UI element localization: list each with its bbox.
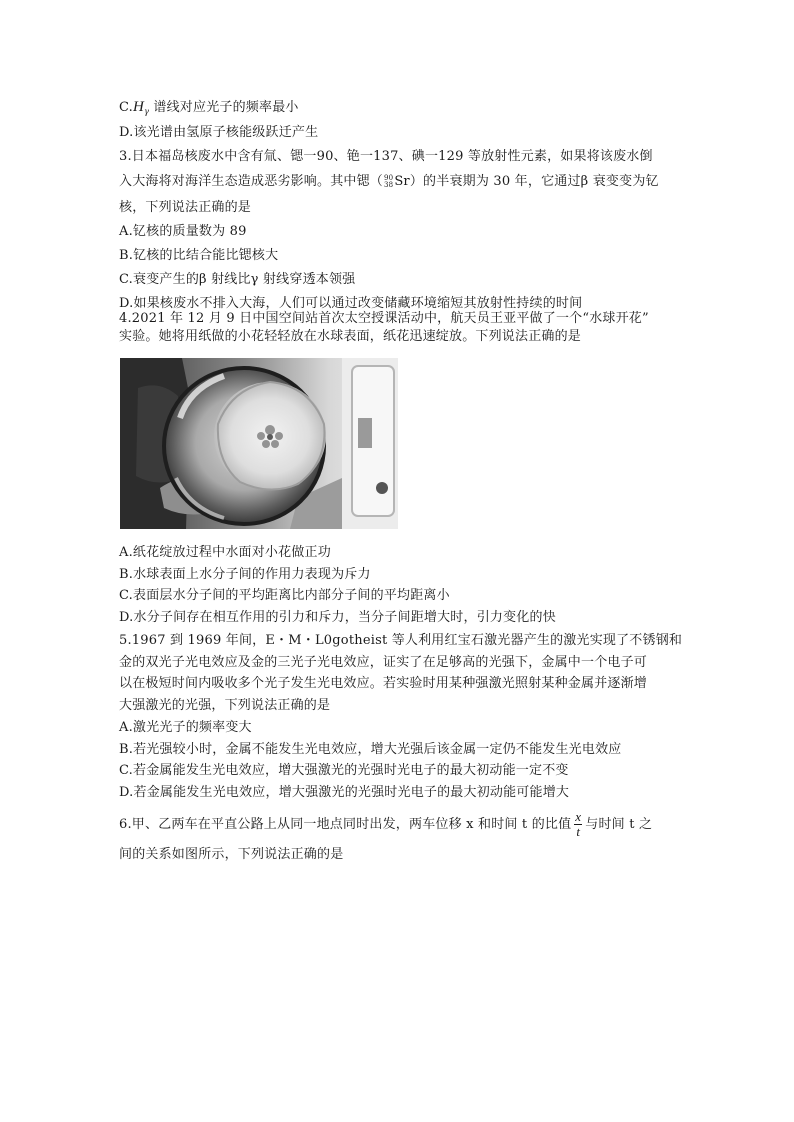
question-3-stem-line-2 xyxy=(119,173,699,191)
q5-option-c: C.若金属能发生光电效应，增大强激光的光强时光电子的最大初动能一定不变 xyxy=(119,763,569,778)
stem-text: ）的半衰期为 30 年，它通过β 衰变变为钇 xyxy=(409,174,659,189)
question-4-stem-line-2: 实验。她将用纸做的小花轻轻放在水球表面，纸花迅速绽放。下列说法正确的是 xyxy=(119,329,582,344)
option-text: 谱线对应光子的频率最小 xyxy=(153,100,299,115)
mass-number: 90 xyxy=(384,173,394,182)
q5-option-d: D.若金属能发生光电效应，增大强激光的光强时光电子的最大初动能可能增大 xyxy=(119,785,570,800)
element-symbol: Sr xyxy=(394,174,410,189)
question-5-stem-line-3: 以在极短时间内吸收多个光子发生光电效应。若实验时用某种强激光照射某种金属并逐渐增 xyxy=(119,676,648,691)
q4-option-a: A.纸花绽放过程中水面对小花做正功 xyxy=(119,545,331,560)
q4-option-c: C.表面层水分子间的平均距离比内部分子间的平均距离小 xyxy=(119,588,450,603)
h-gamma-symbol: H xyxy=(133,99,145,115)
q3-option-c: C.衰变产生的β 射线比γ 射线穿透本领强 xyxy=(119,272,356,287)
question-5-stem-line-2: 金的双光子光电效应及金的三光子光电效应，证实了在足够高的光强下，金属中一个电子可 xyxy=(119,655,648,670)
question-5-stem-line-4: 大强激光的光强，下列说法正确的是 xyxy=(119,698,331,713)
q3-option-d: D.如果核废水不排入大海，人们可以通过改变储藏环境缩短其放射性持续的时间 xyxy=(119,296,583,311)
fraction-numerator: x xyxy=(575,809,582,824)
q4-option-d: D.水分子间存在相互作用的引力和斥力，当分子间距增大时，引力变化的快 xyxy=(119,610,556,625)
question-3-stem-line-3: 核，下列说法正确的是 xyxy=(119,200,252,215)
fraction-denominator: t xyxy=(576,824,581,839)
option-c-hgamma xyxy=(119,98,699,121)
question-5-stem-line-1: 5.1967 到 1969 年间，E・M・L0gotheist 等人利用红宝石激光器产生的激光实现了不锈钢和 xyxy=(119,633,683,648)
q4-option-b: B.水球表面上水分子间的作用力表现为斥力 xyxy=(119,567,371,582)
question-6-stem-line-1 xyxy=(119,810,699,839)
q3-option-a: A.钇核的质量数为 89 xyxy=(119,224,247,239)
option-d-spectrum: D.该光谱由氢原子核能级跃迁产生 xyxy=(119,125,319,140)
gamma-subscript: γ xyxy=(144,107,150,116)
q5-option-a: A.激光光子的频率变大 xyxy=(119,720,252,735)
stem-text: 入大海将对海洋生态造成恶劣影响。其中锶（ xyxy=(119,174,384,189)
stem-text: 与时间 t 之 xyxy=(585,817,653,832)
question-6-stem-line-2: 间的关系如图所示，下列说法正确的是 xyxy=(119,847,344,862)
option-letter: C. xyxy=(119,100,134,115)
water-ball-photo xyxy=(120,358,398,529)
question-3-stem-line-1: 3.日本福岛核废水中含有氚、锶一90、铯一137、碘一129 等放射性元素，如果将该废水倒 xyxy=(119,149,653,164)
atomic-number: 38 xyxy=(384,180,394,189)
q5-option-b: B.若光强较小时，金属不能发生光电效应，增大光强后该金属一定仍不能发生光电效应 xyxy=(119,742,622,757)
isotope-notation xyxy=(384,175,393,189)
q3-option-b: B.钇核的比结合能比锶核大 xyxy=(119,248,279,263)
question-4-stem-line-1: 4.2021 年 12 月 9 日中国空间站首次太空授课活动中，航天员王亚平做了一个“水球开花” xyxy=(119,311,649,326)
x-over-t-fraction xyxy=(574,810,582,839)
stem-text: 6.甲、乙两车在平直公路上从同一地点同时出发，两车位移 x 和时间 t 的比值 xyxy=(119,817,572,832)
